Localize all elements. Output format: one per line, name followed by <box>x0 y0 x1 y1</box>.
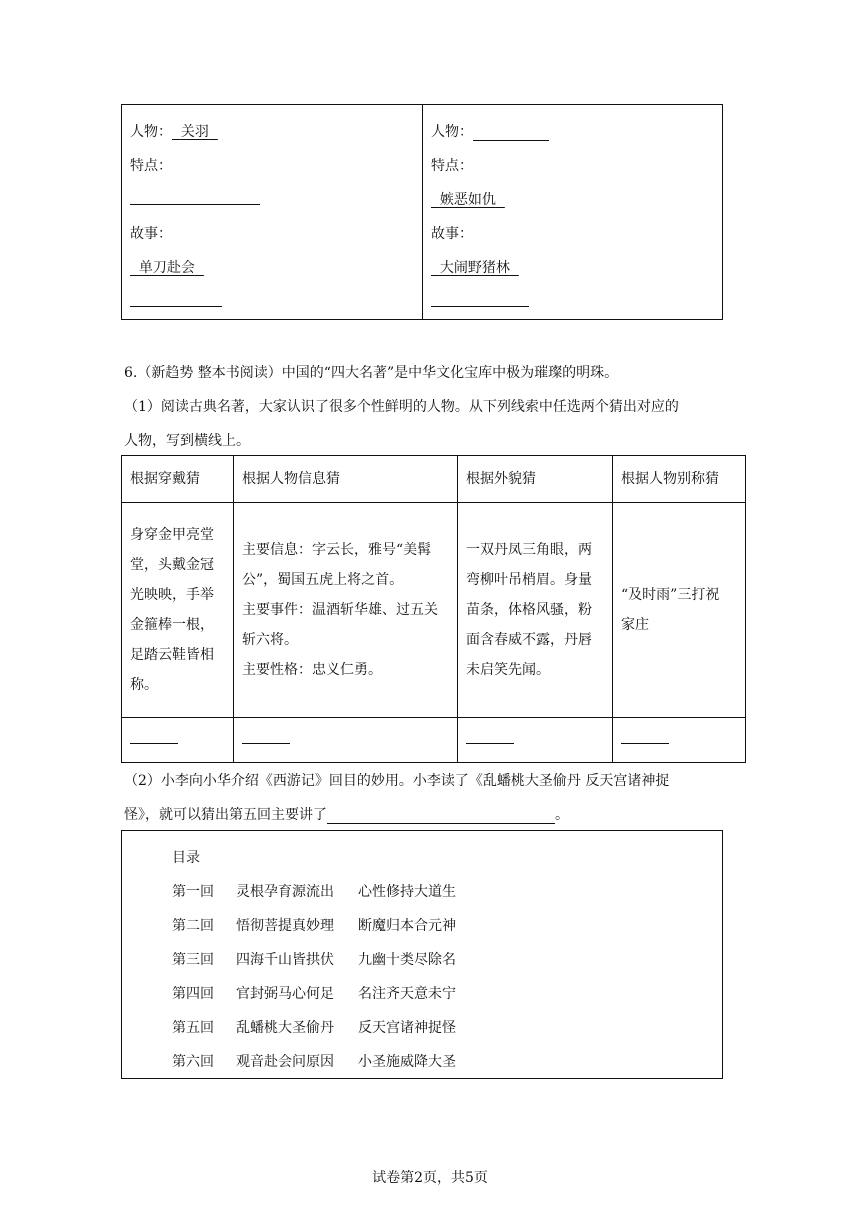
clue-line: 家庄 <box>621 617 649 633</box>
clue-attire <box>122 503 234 718</box>
q6-part1-line1: （1）阅读古典名著，大家认识了很多个性鲜明的人物。从下列线索中任选两个猜出对应的 <box>124 399 679 415</box>
chapter-title-b: 断魔归本合元神 <box>358 918 456 934</box>
clue-appearance <box>458 503 613 718</box>
chapter-number: 第三回 <box>172 952 214 968</box>
toc-row <box>172 983 456 1003</box>
toc-row <box>172 949 456 969</box>
chapter-title-b: 九幽十类尽除名 <box>358 952 456 968</box>
clue-table-body-row <box>122 503 746 718</box>
q6-part2-line2 <box>124 804 569 824</box>
left-trait-label: 特点： <box>130 158 172 174</box>
left-story-blank[interactable] <box>130 291 222 307</box>
toc-row <box>172 1017 456 1037</box>
answer-cell[interactable] <box>613 718 746 763</box>
chapter-title-a: 官封弼马心何足 <box>236 986 334 1002</box>
left-story-row <box>130 257 204 277</box>
chapter-number: 第六回 <box>172 1054 214 1070</box>
character-answer-box <box>121 104 723 320</box>
chapter-title-a: 四海千山皆拱伏 <box>236 952 334 968</box>
left-person-value: 关羽 <box>180 124 209 140</box>
clue-line: 光映映，手举 <box>130 587 214 603</box>
clue-line: 斩六将。 <box>242 632 298 648</box>
chapter-title-b: 反天宫诸神捉怪 <box>358 1020 456 1036</box>
chapter-title-b: 小圣施威降大圣 <box>358 1054 456 1070</box>
right-person-blank[interactable] <box>473 126 549 141</box>
answer-cell[interactable] <box>234 718 458 763</box>
toc-row <box>172 881 456 901</box>
chapter-number: 第一回 <box>172 884 214 900</box>
answer-cell[interactable] <box>122 718 234 763</box>
toc-row <box>172 1051 456 1071</box>
chapter-title-a: 灵根孕育源流出 <box>236 884 334 900</box>
clue-line: 公”，蜀国五虎上将之首。 <box>242 572 404 588</box>
clue-info <box>234 503 458 718</box>
right-person-row <box>431 121 549 141</box>
clue-line: 身穿金甲亮堂 <box>130 527 214 543</box>
left-story-value: 单刀赴会 <box>138 260 195 276</box>
clue-table <box>121 455 746 763</box>
cell-divider <box>422 105 423 319</box>
q6-intro: 6.（新趋势 整本书阅读）中国的“四大名著”是中华文化宝库中极为璀璨的明珠。 <box>124 365 619 381</box>
clue-table-header-row <box>122 456 746 503</box>
header-cell: 根据穿戴猜 <box>122 456 234 503</box>
q6-part2-answer-blank[interactable] <box>327 809 555 824</box>
clue-line: 未启笑先闻。 <box>466 662 550 678</box>
clue-line: 金箍棒一根， <box>130 617 214 633</box>
right-story-label: 故事： <box>431 226 473 242</box>
q6-part2-prefix: 怪》，就可以猜出第五回主要讲了 <box>124 807 327 823</box>
answer-blank[interactable] <box>466 729 514 744</box>
answer-blank[interactable] <box>242 729 290 744</box>
chapter-title-a: 悟彻菩提真妙理 <box>236 918 334 934</box>
right-person-label: 人物： <box>431 124 473 140</box>
clue-line: 堂，头戴金冠 <box>130 557 214 573</box>
clue-line: 弯柳叶吊梢眉。身量 <box>466 572 592 588</box>
chapter-number: 第四回 <box>172 986 214 1002</box>
q6-part2-suffix: 。 <box>555 807 569 823</box>
clue-table-answer-row <box>122 718 746 763</box>
right-trait-label: 特点： <box>431 158 473 174</box>
toc-title: 目录 <box>172 850 200 866</box>
q6-part2-line1: （2）小李向小华介绍《西游记》回目的妙用。小李读了《乱蟠桃大圣偷丹 反天宫诸神捉 <box>124 773 670 789</box>
toc-row <box>172 915 456 935</box>
answer-cell[interactable] <box>458 718 613 763</box>
chapter-title-b: 名注齐天意未宁 <box>358 986 456 1002</box>
left-trait-blank[interactable] <box>130 189 260 205</box>
clue-line: “及时雨”三打祝 <box>621 587 720 603</box>
clue-nickname <box>613 503 746 718</box>
header-cell: 根据人物信息猜 <box>234 456 458 503</box>
answer-blank[interactable] <box>621 729 669 744</box>
right-trait-row <box>431 189 505 209</box>
right-story-blank[interactable] <box>431 291 529 307</box>
clue-line: 足踏云鞋皆相 <box>130 647 214 663</box>
chapter-number: 第五回 <box>172 1020 214 1036</box>
clue-line: 称。 <box>130 677 158 693</box>
page-footer: 试卷第2页，共5页 <box>372 1170 488 1186</box>
left-person-label: 人物： <box>130 124 172 140</box>
answer-blank[interactable] <box>130 729 178 744</box>
right-story-value: 大闹野猪林 <box>439 260 510 276</box>
left-story-label: 故事： <box>130 226 172 242</box>
clue-line: 苗条，体格风骚，粉 <box>466 602 592 618</box>
clue-line: 一双丹凤三角眼，两 <box>466 542 592 558</box>
header-cell: 根据外貌猜 <box>458 456 613 503</box>
chapter-title-a: 乱蟠桃大圣偷丹 <box>236 1020 334 1036</box>
left-person-row <box>130 121 218 141</box>
clue-line: 主要事件：温酒斩华雄、过五关 <box>242 602 438 618</box>
clue-line: 面含春威不露，丹唇 <box>466 632 592 648</box>
toc-box <box>121 830 723 1079</box>
chapter-title-a: 观音赴会问原因 <box>236 1054 334 1070</box>
clue-line: 主要信息：字云长，雅号“美髯 <box>242 542 432 558</box>
right-story-row <box>431 257 519 277</box>
clue-line: 主要性格：忠义仁勇。 <box>242 662 382 678</box>
chapter-number: 第二回 <box>172 918 214 934</box>
chapter-title-b: 心性修持大道生 <box>358 884 456 900</box>
right-trait-value: 嫉恶如仇 <box>439 192 496 208</box>
q6-part1-line2: 人物，写到横线上。 <box>124 433 250 449</box>
header-cell: 根据人物别称猜 <box>613 456 746 503</box>
